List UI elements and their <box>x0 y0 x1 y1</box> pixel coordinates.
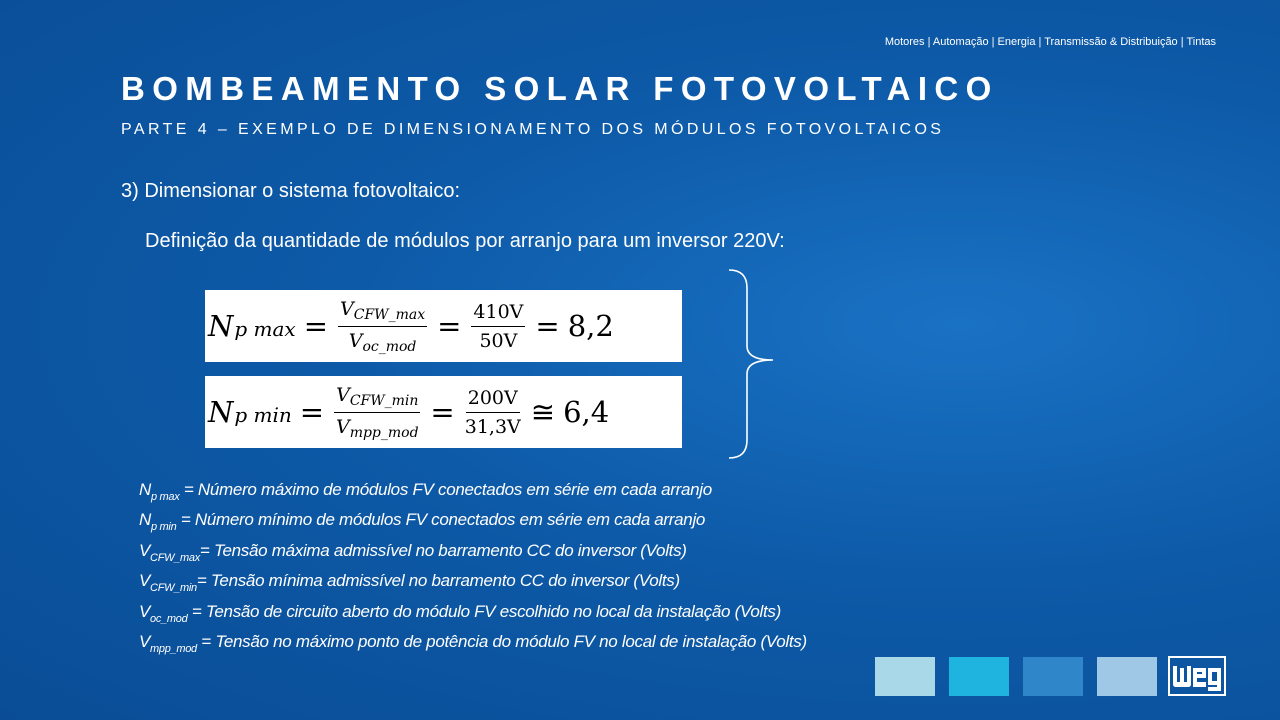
symbolic-fraction: $\frac{V_{CFW\_max}}{V_{oc\_mod}}$ <box>340 297 426 355</box>
equals-sign: = <box>299 395 325 429</box>
slide-subtitle: PARTE 4 – EXEMPLO DE DIMENSIONAMENTO DOS MÓDULOS FOTOVOLTAICOS <box>121 121 945 138</box>
symbolic-fraction: $\frac{V_{CFW\_min}}{V_{mpp\_mod}}$ <box>335 383 419 441</box>
color-tile <box>1023 657 1083 696</box>
formula-lhs: N p min <box>208 395 292 429</box>
slide-title: BOMBEAMENTO SOLAR FOTOVOLTAICO <box>121 70 999 107</box>
equals-sign: = <box>303 309 329 343</box>
footer-color-tiles <box>875 657 1171 696</box>
equals-sign: = <box>437 309 462 343</box>
relation-sign: ≅ <box>530 395 556 429</box>
variable-legend <box>139 480 807 662</box>
formula-result: 6,4 <box>563 395 610 429</box>
top-navigation-links[interactable]: Motores | Automação | Energia | Transmissão & Distribuição | Tintas <box>884 36 1216 48</box>
right-brace-icon <box>727 268 779 460</box>
color-tile <box>949 657 1009 696</box>
color-tile <box>1097 657 1157 696</box>
relation-sign: = <box>535 309 560 343</box>
formula-np-min <box>205 376 682 448</box>
legend-item: $N_{p max}$ = Número máximo de módulos FV conectados em série em cada arranjo <box>139 480 712 503</box>
legend-item: $V_{mpp\_mod}$ = Tensão no máximo ponto de potência do módulo FV no local de instalação (Volts) <box>139 631 807 655</box>
legend-item: $V_{CFW\_min}=$ Tensão mínima admissível no barramento CC do inversor (Volts) <box>139 571 680 595</box>
formula-np-max <box>205 290 682 362</box>
legend-item: $V_{oc\_mod}$ = Tensão de circuito aberto do módulo FV escolhido no local da instalação (Volts) <box>139 601 781 625</box>
color-tile <box>875 657 935 696</box>
legend-item: $N_{p min}$ = Número mínimo de módulos FV conectados em série em cada arranjo <box>139 510 706 534</box>
weg-logo-icon <box>1168 656 1226 696</box>
numeric-fraction: $\frac{200V}{31,3V}$ <box>464 386 521 438</box>
numeric-fraction: $\frac{410V}{50V}$ <box>473 300 524 352</box>
equals-sign: = <box>430 395 455 429</box>
definition-text: Definição da quantidade de módulos por arranjo para um inversor 220V: <box>145 230 785 252</box>
legend-item: $V_{CFW\_max}=$ Tensão máxima admissível no barramento CC do inversor (Volts) <box>139 540 687 564</box>
formula-lhs: N p max <box>208 309 296 343</box>
formula-result: 8,2 <box>567 309 614 343</box>
step-heading: 3) Dimensionar o sistema fotovoltaico: <box>121 180 461 202</box>
